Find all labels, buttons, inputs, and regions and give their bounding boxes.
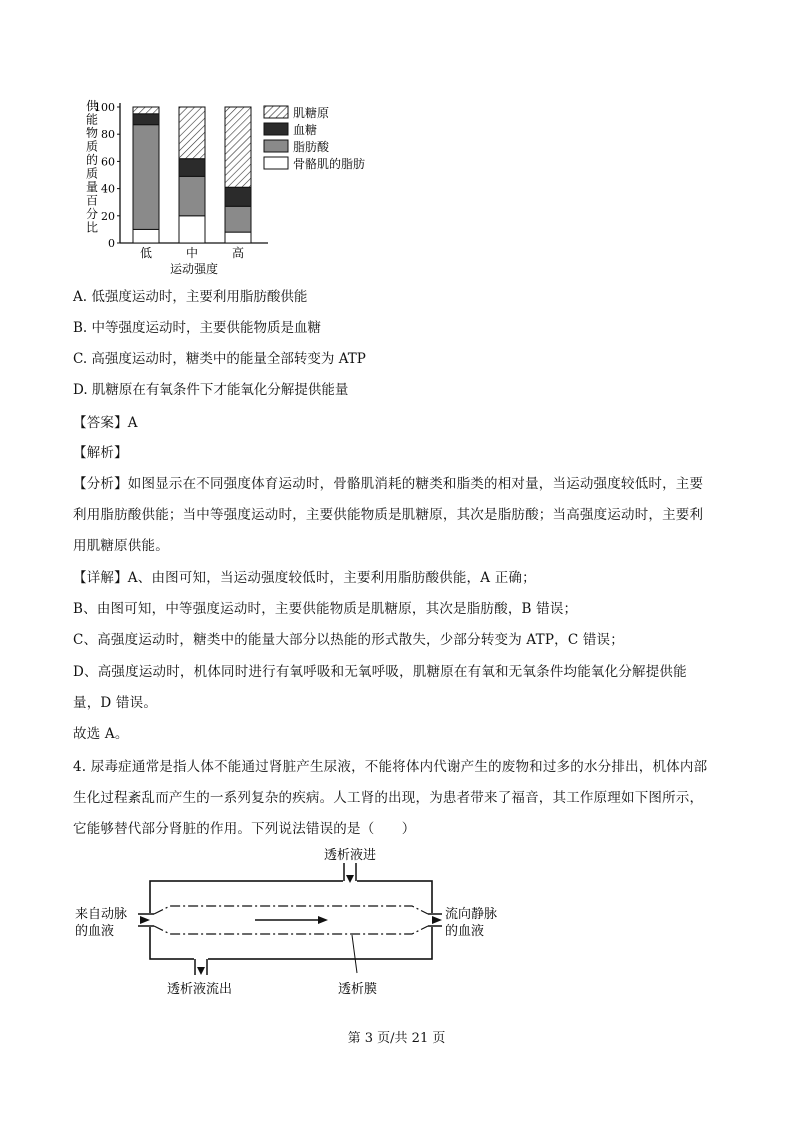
- bar-segment: [179, 107, 205, 159]
- bar-segment: [225, 206, 251, 232]
- legend-swatch: [264, 157, 288, 169]
- energy-source-chart: [78, 96, 378, 276]
- bar-segment: [225, 187, 251, 206]
- y-axis-label-char: 的: [85, 153, 99, 167]
- y-tick-label: 80: [101, 128, 115, 142]
- arterial-label-1: 来自动脉: [75, 907, 128, 922]
- question4-line-3: 它能够替代部分肾脏的作用。下列说法错误的是（ ）: [73, 821, 416, 837]
- option-a: A. 低强度运动时，主要利用脂肪酸供能: [73, 289, 308, 305]
- dialysis-diagram: [70, 845, 520, 1005]
- legend-swatch: [264, 123, 288, 135]
- y-tick-label: 0: [108, 237, 115, 250]
- y-axis-label-char: 能: [85, 112, 99, 127]
- detail-line-4: D、高强度运动时，机体同时进行有氧呼吸和无氧呼吸，肌糖原在有氧和无氧条件均能氧化分解提供能: [73, 664, 687, 680]
- venous-label-2: 的血液: [445, 924, 485, 939]
- y-axis-label-char: 分: [85, 207, 99, 221]
- legend-swatch: [264, 140, 288, 152]
- membrane-pointer: [352, 935, 357, 973]
- legend-label: 骨骼肌的脂肪: [293, 157, 366, 171]
- question4-line-1: 4. 尿毒症通常是指人体不能通过肾脏产生尿液，不能将体内代谢产生的废物和过多的水分排出，机体内部: [73, 759, 708, 775]
- page-footer: 第 3 页/共 21 页: [347, 1031, 446, 1046]
- legend-swatch: [264, 106, 288, 118]
- y-tick-label: 40: [101, 182, 115, 196]
- option-d: D. 肌糖原在有氧条件下才能氧化分解提供能量: [73, 382, 349, 398]
- bar-segment: [179, 159, 205, 177]
- answer: 【答案】A: [73, 415, 138, 431]
- analysis-line-2: 利用脂肪酸供能；当中等强度运动时，主要供能物质是肌糖原，其次是脂肪酸；当高强度运动时，主要利: [73, 507, 704, 523]
- analysis-line-3: 用肌糖原供能。: [73, 538, 169, 554]
- legend-label: 血糖: [293, 123, 318, 137]
- y-tick-label: 60: [101, 155, 115, 169]
- y-axis-label-char: 比: [85, 220, 99, 235]
- y-axis-label-char: 百: [85, 193, 99, 208]
- x-axis-label: 运动强度: [169, 262, 219, 276]
- question4-line-2: 生化过程紊乱而产生的一系列复杂的疾病。人工肾的出现，为患者带来了福音，其工作原理如下图所示，: [73, 790, 704, 806]
- x-tick-label: 中: [185, 246, 199, 260]
- detail-line-1: 【详解】A、由图可知，当运动强度较低时，主要利用脂肪酸供能，A 正确；: [73, 570, 536, 586]
- membrane-label: 透析膜: [338, 982, 378, 997]
- analysis-heading: 【解析】: [73, 445, 128, 461]
- x-tick-label: 高: [231, 246, 245, 260]
- bar-segment: [133, 107, 159, 114]
- y-axis-label-char: 供: [85, 99, 99, 113]
- outlet-arrow-icon: [197, 967, 205, 975]
- detail-line-3: C、高强度运动时，糖类中的能量大部分以热能的形式散失，少部分转变为 ATP，C 错误；: [73, 632, 624, 648]
- bar-segment: [179, 216, 205, 243]
- option-c: C. 高强度运动时，糖类中的能量全部转变为 ATP: [73, 351, 366, 367]
- y-axis-label-char: 质: [85, 139, 99, 154]
- analysis-line-1: 【分析】如图显示在不同强度体育运动时，骨骼肌消耗的糖类和脂类的相对量，当运动强度较低时，主要: [73, 476, 704, 492]
- y-tick-label: 100: [94, 101, 115, 114]
- inlet-label: 透析液进: [324, 848, 377, 863]
- y-tick-label: 20: [101, 209, 115, 223]
- y-axis-label: [86, 98, 99, 235]
- venous-label-1: 流向静脉: [445, 907, 498, 922]
- option-b: B. 中等强度运动时，主要供能物质是血糖: [73, 320, 322, 336]
- y-axis-label-char: 质: [85, 166, 99, 181]
- outlet-label: 透析液流出: [167, 982, 233, 997]
- bar-segment: [225, 232, 251, 243]
- x-tick-label: 低: [139, 246, 153, 260]
- bar-segment: [133, 125, 159, 230]
- blood-out-arrow-icon: [432, 916, 442, 924]
- legend-label: 肌糖原: [293, 106, 330, 120]
- bar-segment: [133, 229, 159, 243]
- legend-label: 脂肪酸: [293, 140, 330, 154]
- detail-line-5: 量，D 错误。: [73, 695, 158, 711]
- detail-line-6: 故选 A。: [73, 726, 129, 742]
- flow-arrow-icon: [318, 916, 328, 924]
- y-axis-label-char: 量: [85, 180, 99, 194]
- bar-segment: [179, 176, 205, 215]
- detail-line-2: B、由图可知，中等强度运动时，主要供能物质是肌糖原，其次是脂肪酸，B 错误；: [73, 601, 578, 617]
- y-axis-label-char: 物: [85, 126, 99, 140]
- arterial-label-2: 的血液: [75, 924, 115, 939]
- bar-segment: [225, 107, 251, 187]
- bar-segment: [133, 114, 159, 125]
